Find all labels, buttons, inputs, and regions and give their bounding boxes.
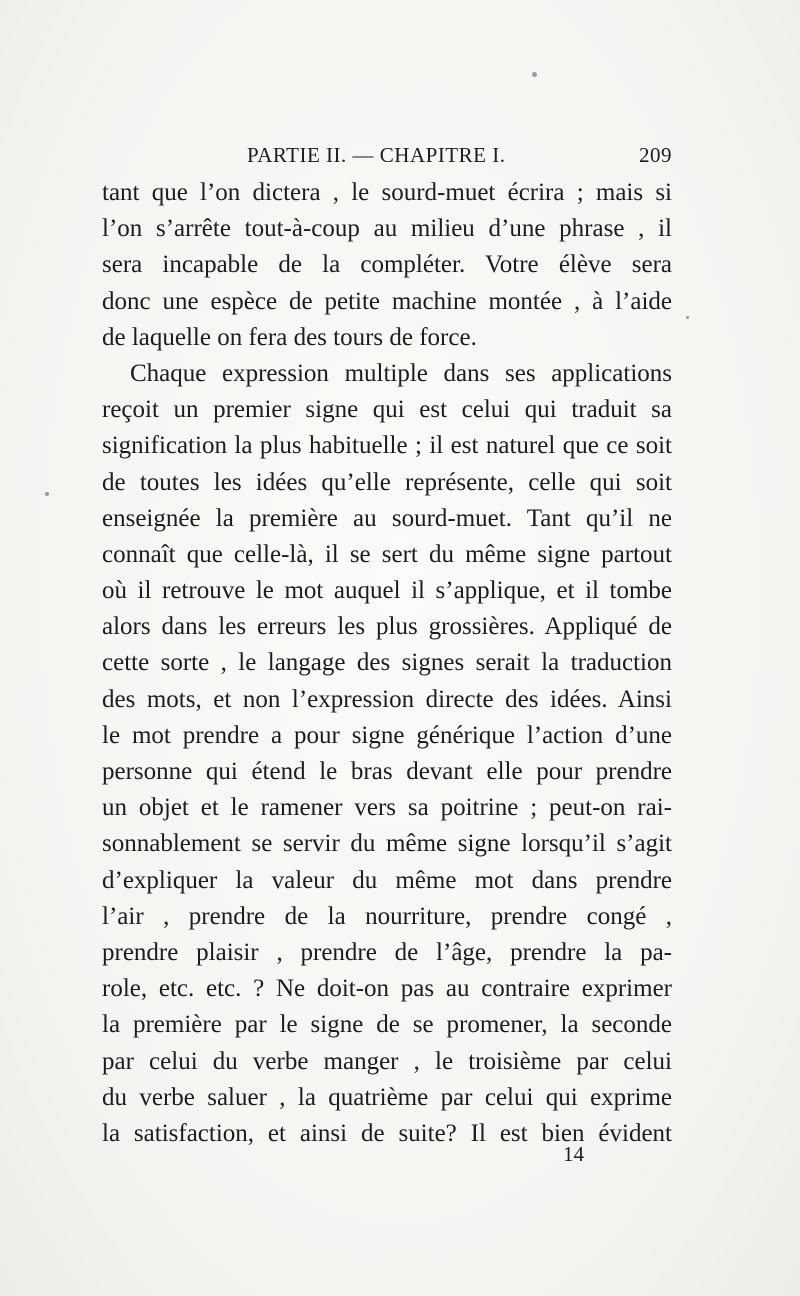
text-line: où il retrouve le mot auquel il s’applique, et il tombe bbox=[102, 577, 672, 605]
paper-speck bbox=[45, 492, 49, 496]
text-line: par celui du verbe manger , le troisième par celui bbox=[102, 1047, 672, 1075]
body-text bbox=[102, 175, 672, 1152]
text-line: cette sorte , le langage des signes serait la traduction bbox=[102, 649, 672, 677]
text-line: l’on s’arrête tout-à-coup au milieu d’une phrase , il bbox=[102, 215, 672, 243]
text-line: signification la plus habituelle ; il est naturel que ce soit bbox=[102, 432, 672, 460]
text-line: reçoit un premier signe qui est celui qui traduit sa bbox=[102, 396, 672, 424]
text-line: la satisfaction, et ainsi de suite? Il est bien évident bbox=[102, 1119, 672, 1147]
text-line: role, etc. etc. ? Ne doit-on pas au contraire exprimer bbox=[102, 975, 672, 1003]
text-line: de laquelle on fera des tours de force. bbox=[102, 323, 477, 351]
text-line: Chaque expression multiple dans ses applications bbox=[130, 359, 672, 387]
text-line: donc une espèce de petite machine montée , à l’aide bbox=[102, 287, 672, 315]
running-title: PARTIE II. — CHAPITRE I. bbox=[247, 143, 506, 167]
text-line: le mot prendre a pour signe générique l’action d’une bbox=[102, 721, 672, 749]
paper-speck bbox=[532, 72, 537, 77]
text-line: connaît que celle-là, il se sert du même signe partout bbox=[102, 540, 672, 568]
text-line: sera incapable de la compléter. Votre élève sera bbox=[102, 251, 672, 279]
text-line: tant que l’on dictera , le sourd-muet écrira ; mais si bbox=[102, 179, 672, 206]
text-line: l’air , prendre de la nourriture, prendre congé , bbox=[102, 902, 672, 930]
page-number: 209 bbox=[639, 143, 672, 167]
text-line: un objet et le ramener vers sa poitrine ; peut-on rai- bbox=[102, 794, 672, 822]
text-line: d’expliquer la valeur du même mot dans prendre bbox=[102, 866, 672, 894]
text-line: sonnablement se servir du même signe lorsqu’il s’agit bbox=[102, 830, 672, 858]
text-line: personne qui étend le bras devant elle pour prendre bbox=[102, 758, 672, 785]
text-line: du verbe saluer , la quatrième par celui qui exprime bbox=[102, 1083, 672, 1111]
text-line: alors dans les erreurs les plus grossières. Appliqué de bbox=[102, 613, 672, 641]
signature-mark: 14 bbox=[563, 1142, 584, 1166]
text-line: des mots, et non l’expression directe des idées. Ainsi bbox=[102, 685, 672, 713]
text-line: la première par le signe de se promener, la seconde bbox=[102, 1011, 672, 1039]
text-line: de toutes les idées qu’elle représente, celle qui soit bbox=[102, 468, 672, 496]
text-line: prendre plaisir , prendre de l’âge, prendre la pa- bbox=[102, 938, 672, 966]
text-line: enseignée la première au sourd-muet. Tant qu’il ne bbox=[102, 504, 672, 532]
paper-speck bbox=[686, 316, 689, 319]
running-header bbox=[102, 143, 672, 173]
